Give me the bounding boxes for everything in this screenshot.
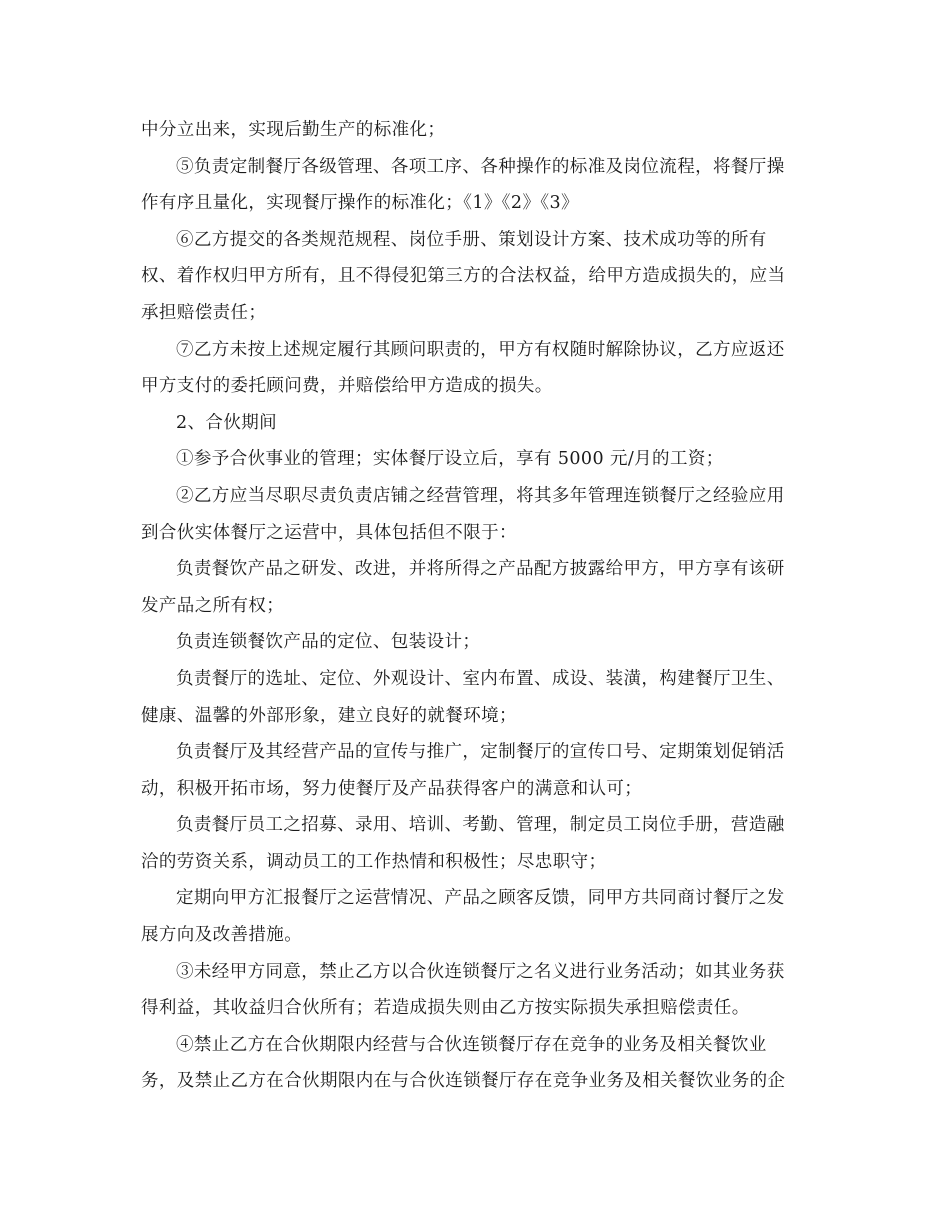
paragraph-line: 负责连锁餐饮产品的定位、包装设计；: [176, 632, 481, 653]
paragraph-line: 到合伙实体餐厅之运营中，具体包括但不限于：: [141, 522, 517, 543]
paragraph-line: 作有序且量化，实现餐厅操作的标准化；《1》《2》《3》: [141, 193, 579, 214]
paragraph-line: 健康、温馨的外部形象，建立良好的就餐环境；: [141, 705, 517, 726]
paragraph-line: ⑥乙方提交的各类规范规程、岗位手册、策划设计方案、技术成功等的所有: [176, 229, 767, 250]
paragraph-line: 甲方支付的委托顾问费，并赔偿给甲方造成的损失。: [141, 376, 553, 397]
paragraph-line: ①参予合伙事业的管理；实体餐厅设立后，享有 5000 元/月的工资；: [176, 449, 724, 470]
paragraph-line: 定期向甲方汇报餐厅之运营情况、产品之顾客反馈，同甲方共同商讨餐厅之发: [176, 888, 785, 909]
paragraph-line: 得利益，其收益归合伙所有；若造成损失则由乙方按实际损失承担赔偿责任。: [141, 998, 750, 1019]
paragraph-line: ⑤负责定制餐厅各级管理、各项工序、各种操作的标准及岗位流程，将餐厅操: [176, 156, 785, 177]
paragraph-line: 中分立出来，实现后勤生产的标准化；: [141, 120, 446, 140]
paragraph-line: 权、着作权归甲方所有，且不得侵犯第三方的合法权益，给甲方造成损失的，应当: [141, 266, 786, 287]
document-body: [141, 112, 813, 1100]
paragraph-line: 负责餐厅及其经营产品的宣传与推广，定制餐厅的宣传口号、定期策划促销活: [176, 742, 785, 763]
paragraph-line: ③未经甲方同意，禁止乙方以合伙连锁餐厅之名义进行业务活动；如其业务获: [176, 961, 785, 982]
paragraph-line: 发产品之所有权；: [141, 595, 285, 616]
paragraph-line: ④禁止乙方在合伙期限内经营与合伙连锁餐厅存在竞争的业务及相关餐饮业: [176, 1034, 767, 1055]
paragraph-line: 负责餐厅的选址、定位、外观设计、室内布置、成设、装潢，构建餐厅卫生、: [176, 668, 785, 689]
paragraph-line: 展方向及改善措施。: [141, 925, 303, 946]
paragraph-line: 动，积极开拓市场，努力使餐厅及产品获得客户的满意和认可；: [141, 778, 643, 799]
paragraph-line: 负责餐厅员工之招募、录用、培训、考勤、管理，制定员工岗位手册，营造融: [176, 815, 785, 836]
paragraph-line: 洽的劳资关系，调动员工的工作热情和积极性；尽忠职守；: [141, 851, 607, 872]
paragraph-line: 负责餐饮产品之研发、改进，并将所得之产品配方披露给甲方，甲方享有该研: [176, 559, 785, 580]
paragraph-line: ②乙方应当尽职尽责负责店铺之经营管理，将其多年管理连锁餐厅之经验应用: [176, 485, 785, 506]
paragraph-line: 承担赔偿责任；: [141, 302, 267, 323]
paragraph-line: 务，及禁止乙方在合伙期限内在与合伙连锁餐厅存在竞争业务及相关餐饮业务的企: [141, 1071, 786, 1092]
section-heading: 2、合伙期间: [176, 412, 278, 433]
paragraph-line: ⑦乙方未按上述规定履行其顾问职责的，甲方有权随时解除协议，乙方应返还: [176, 339, 785, 360]
